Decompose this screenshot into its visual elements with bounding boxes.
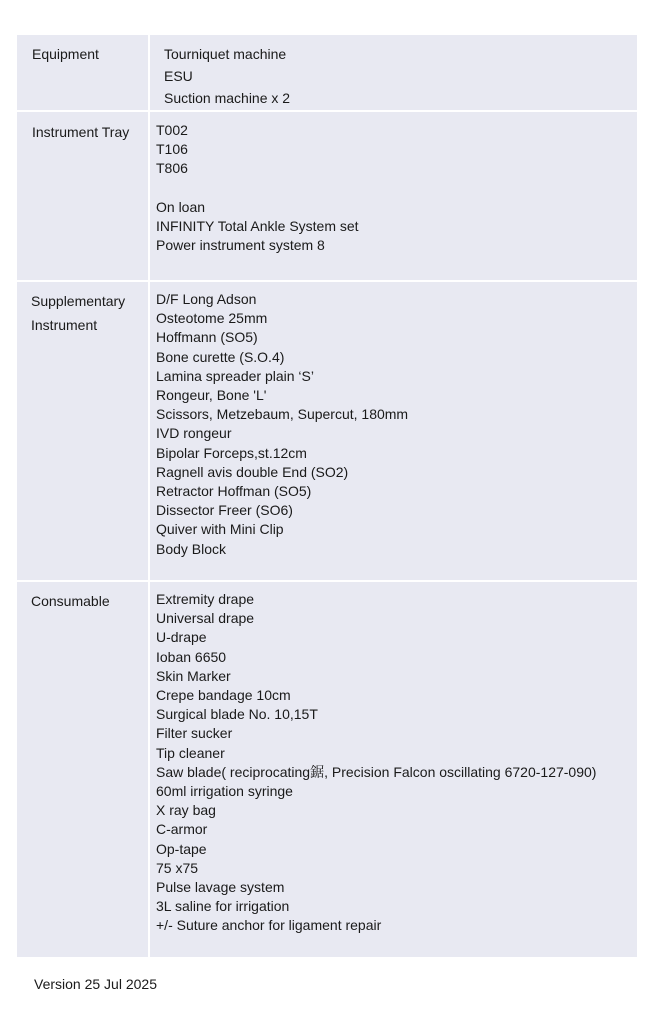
item-line: Bone curette (S.O.4): [156, 348, 285, 365]
item-line: Tip cleaner: [156, 744, 225, 761]
item-line: Rongeur, Bone 'L': [156, 387, 267, 404]
item-line: X ray bag: [156, 802, 216, 819]
row-content: [150, 282, 637, 580]
instrument-table: [17, 35, 637, 957]
item-line: Retractor Hoffman (SO5): [156, 483, 312, 500]
item-line: Osteotome 25mm: [156, 310, 268, 327]
item-line: Tourniquet machine: [164, 46, 287, 62]
row-content: [150, 112, 637, 280]
item-line: Ragnell avis double End (SO2): [156, 463, 349, 480]
item-line: 75 x75: [156, 859, 199, 876]
item-line: T806: [156, 160, 188, 177]
item-line: Bipolar Forceps,st.12cm: [156, 444, 307, 461]
row-label: Equipment: [17, 35, 150, 110]
row-content: [150, 582, 637, 957]
item-line: 3L saline for irrigation: [156, 898, 290, 915]
row-label: Consumable: [17, 582, 150, 957]
item-line: ESU: [164, 68, 193, 84]
item-line: Ioban 6650: [156, 648, 227, 665]
row-consumable: [17, 582, 637, 957]
item-line: On loan: [156, 198, 206, 215]
item-line: Op-tape: [156, 840, 207, 857]
item-line: Body Block: [156, 540, 227, 557]
item-line: 60ml irrigation syringe: [156, 783, 293, 800]
item-line: [156, 179, 637, 198]
item-line: D/F Long Adson: [156, 291, 257, 307]
item-line: Crepe bandage 10cm: [156, 687, 291, 704]
item-line: Power instrument system 8: [156, 237, 325, 254]
item-line: Surgical blade No. 10,15T: [156, 706, 318, 723]
item-line: Pulse lavage system: [156, 879, 285, 896]
row-label: Supplementary Instrument: [17, 282, 150, 580]
item-line: Quiver with Mini Clip: [156, 521, 284, 538]
row-content: [150, 35, 637, 110]
item-line: U-drape: [156, 629, 207, 646]
item-line: Suction machine x 2: [164, 90, 291, 106]
item-line: IVD rongeur: [156, 425, 232, 442]
item-line: +/- Suture anchor for ligament repair: [156, 917, 382, 934]
row-label: Instrument Tray: [17, 112, 150, 280]
item-line: Extremity drape: [156, 591, 255, 607]
version-footer: Version 25 Jul 2025: [34, 976, 157, 992]
item-line: Filter sucker: [156, 725, 233, 742]
item-line: Skin Marker: [156, 667, 231, 684]
item-line: Lamina spreader plain ‘S’: [156, 367, 314, 384]
row-instrument-tray: [17, 112, 637, 282]
row-supplementary-instrument: [17, 282, 637, 582]
row-equipment: [17, 35, 637, 112]
item-line: Universal drape: [156, 610, 255, 627]
item-line: Hoffmann (SO5): [156, 329, 258, 346]
item-line: INFINITY Total Ankle System set: [156, 218, 359, 234]
item-line: T002: [156, 122, 188, 138]
item-line: Saw blade( reciprocating鋸, Precision Falcon oscillating 6720-127-090): [156, 763, 597, 780]
item-line: C-armor: [156, 821, 208, 838]
item-line: T106: [156, 141, 188, 158]
item-line: Dissector Freer (SO6): [156, 502, 293, 519]
item-line: Scissors, Metzebaum, Supercut, 180mm: [156, 406, 409, 423]
